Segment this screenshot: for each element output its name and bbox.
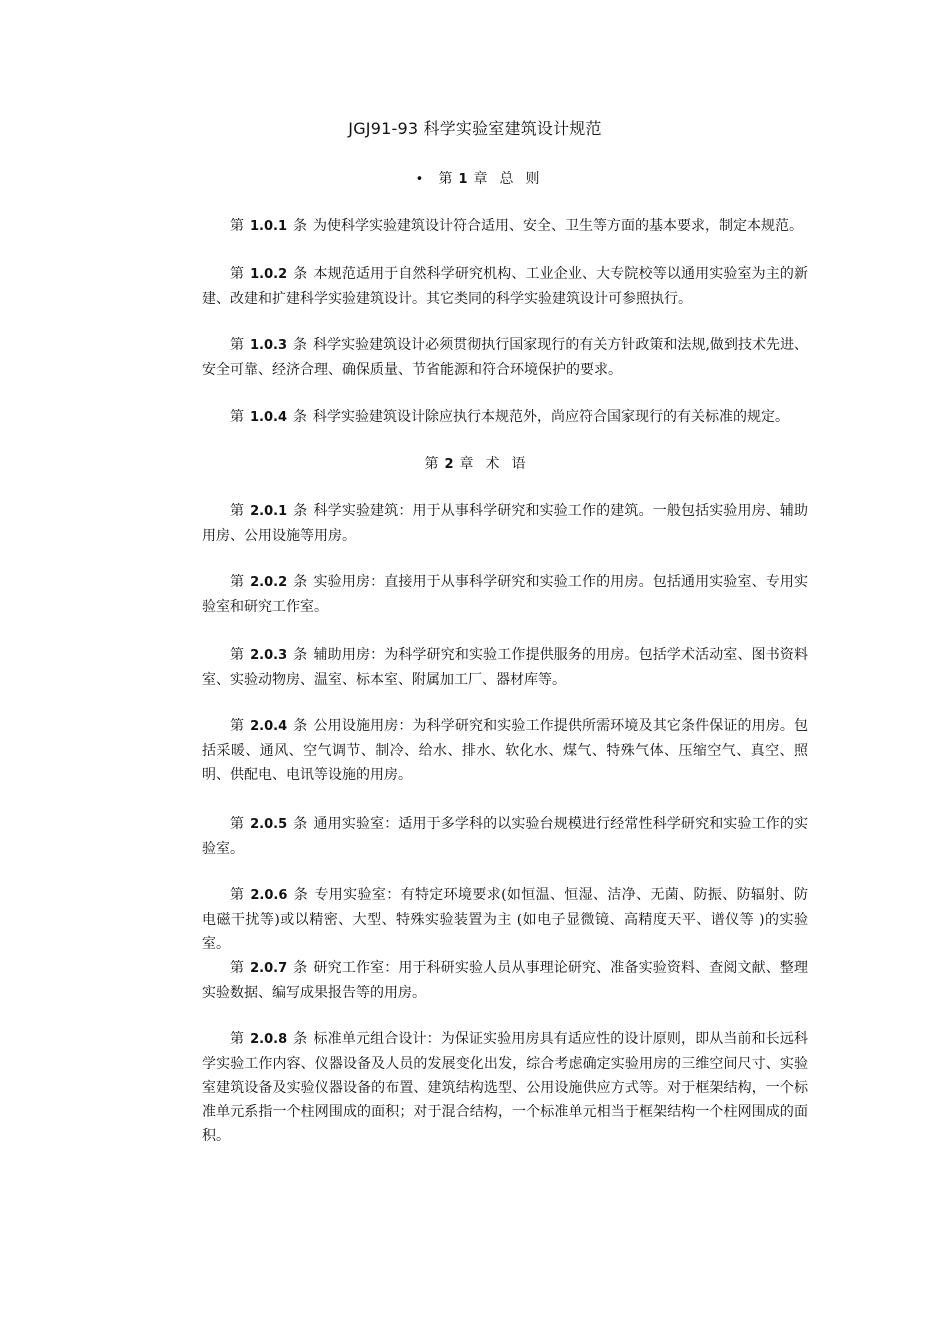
- section-text: 为使科学实验建筑设计符合适用、安全、卫生等方面的基本要求，制定本规范。: [313, 218, 804, 234]
- section-text: 科学实验建筑设计必须贯彻执行国家现行的有关方针政策和法规,做到技术先进、安全可靠、经济合理、确保质量、节省能源和符合环境保护的要求。: [202, 337, 809, 378]
- section-1-0-3: [202, 333, 808, 382]
- chapter-number: 1: [458, 172, 468, 187]
- section-text: 公用设施用房：为科学研究和实验工作提供所需环境及其它条件保证的用房。包括采暖、通风、空气调节、制冷、给水、排水、软化水、煤气、特殊气体、压缩空气、真空、照明、供配电、电讯等设施的用房。: [202, 718, 809, 783]
- section-prefix: 第: [230, 503, 245, 519]
- chapter-1-heading: [0, 168, 950, 191]
- section-prefix: 第: [230, 816, 245, 832]
- section-suffix: 条: [293, 718, 308, 734]
- section-2-0-4: [202, 714, 808, 787]
- section-suffix: 条: [293, 218, 308, 234]
- section-number: 1.0.2: [250, 267, 288, 282]
- chapter-title-char: 则: [525, 171, 540, 187]
- section-1-0-1: [202, 214, 808, 239]
- section-2-0-6: [202, 883, 808, 956]
- chapter-prefix: 第: [424, 456, 439, 472]
- section-suffix: 条: [293, 647, 308, 663]
- chapter-prefix: 第: [438, 171, 453, 187]
- section-suffix: 条: [293, 887, 309, 903]
- section-1-0-4: [202, 405, 808, 430]
- section-prefix: 第: [230, 218, 244, 234]
- section-number: 1.0.4: [250, 410, 288, 425]
- chapter-title-char: 语: [511, 456, 526, 472]
- section-2-0-7: [202, 956, 808, 1005]
- section-text: 实验用房：直接用于从事科学研究和实验工作的用房。包括通用实验室、专用实验室和研究工作室。: [202, 574, 809, 615]
- section-2-0-8: [202, 1027, 808, 1148]
- section-suffix: 条: [293, 1031, 308, 1047]
- section-1-0-2: [202, 262, 808, 311]
- section-text: 科学实验建筑：用于从事科学研究和实验工作的建筑。一般包括实验用房、辅助用房、公用设施等用房。: [202, 503, 809, 544]
- section-number: 2.0.5: [250, 817, 288, 832]
- section-2-0-3: [202, 643, 808, 692]
- section-text: 本规范适用于自然科学研究机构、工业企业、大专院校等以通用实验室为主的新建、改建和扩建科学实验建筑设计。其它类同的科学实验建筑设计可参照执行。: [202, 266, 809, 307]
- section-number: 1.0.1: [250, 219, 288, 234]
- section-suffix: 条: [293, 816, 308, 832]
- chapter-title-char: 总: [499, 171, 514, 187]
- section-text: 专用实验室：有特定环境要求(如恒温、恒湿、洁净、无菌、防振、防辐射、防电磁干扰等)或以精密、大型、特殊实验装置为主 (如电子显微镜、高精度天平、谱仪等 )的实验室。: [202, 887, 809, 952]
- section-suffix: 条: [293, 337, 308, 353]
- section-2-0-5: [202, 812, 808, 861]
- section-prefix: 第: [230, 337, 245, 353]
- section-suffix: 条: [293, 266, 308, 282]
- chapter-number: 2: [444, 457, 454, 472]
- section-suffix: 条: [293, 574, 308, 590]
- chapter-title-char: 术: [485, 456, 500, 472]
- section-prefix: 第: [230, 887, 245, 903]
- section-suffix: 条: [293, 960, 308, 976]
- section-number: 2.0.2: [250, 575, 288, 590]
- section-number: 2.0.8: [250, 1032, 288, 1047]
- section-text: 通用实验室：适用于多学科的以实验台规模进行经常性科学研究和实验工作的实验室。: [202, 816, 809, 857]
- section-prefix: 第: [230, 718, 245, 734]
- section-suffix: 条: [293, 409, 308, 425]
- section-prefix: 第: [230, 409, 244, 425]
- section-number: 2.0.7: [250, 961, 288, 976]
- section-text: 研究工作室：用于科研实验人员从事理论研究、准备实验资料、查阅文献、整理实验数据、编写成果报告等的用房。: [202, 960, 809, 1001]
- document-title: JGJ91-93 科学实验室建筑设计规范: [348, 119, 602, 138]
- section-number: 2.0.1: [250, 504, 288, 519]
- section-suffix: 条: [293, 503, 308, 519]
- section-number: 2.0.6: [250, 888, 288, 903]
- section-2-0-2: [202, 570, 808, 619]
- section-number: 1.0.3: [250, 338, 288, 353]
- section-prefix: 第: [230, 647, 245, 663]
- section-text: 标准单元组合设计：为保证实验用房具有适应性的设计原则，即从当前和长远科学实验工作内容、仪器设备及人员的发展变化出发，综合考虑确定实验用房的三维空间尺寸、实验室建筑设备及实验仪器设备的布置、建筑结构选型、公用设施供应方式等。对于框架结构，一个标准单元系指一个柱网围成的面积；对于混合结构，一个标准单元相当于框架结构一个柱网围成的面积。: [202, 1031, 809, 1144]
- section-number: 2.0.4: [250, 719, 288, 734]
- section-prefix: 第: [230, 1031, 245, 1047]
- bullet-icon: •: [415, 172, 424, 187]
- section-text: 辅助用房：为科学研究和实验工作提供服务的用房。包括学术活动室、图书资料室、实验动物房、温室、标本室、附属加工厂、器材库等。: [202, 647, 809, 688]
- section-number: 2.0.3: [250, 648, 288, 663]
- section-prefix: 第: [230, 266, 245, 282]
- chapter-2-heading: [0, 453, 950, 476]
- chapter-suffix: 章: [473, 171, 488, 187]
- section-prefix: 第: [230, 574, 245, 590]
- section-2-0-1: [202, 499, 808, 548]
- section-text: 科学实验建筑设计除应执行本规范外，尚应符合国家现行的有关标准的规定。: [313, 409, 790, 425]
- chapter-suffix: 章: [459, 456, 474, 472]
- section-prefix: 第: [230, 960, 245, 976]
